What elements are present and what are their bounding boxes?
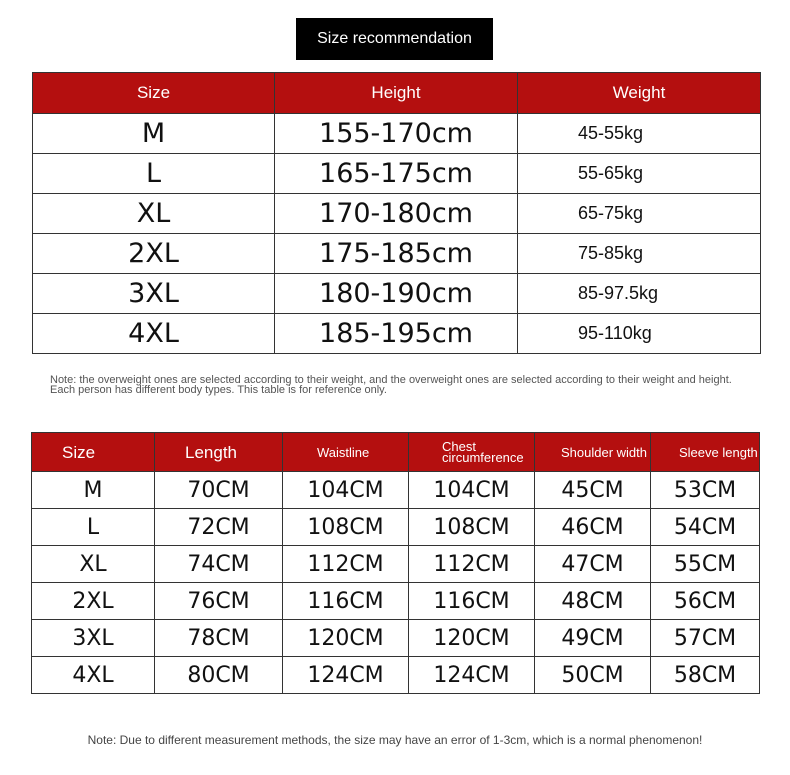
sleeve-cell: 53CM: [651, 472, 760, 509]
header-sleeve-length: Sleeve length: [651, 433, 760, 472]
weight-cell: 45-55kg: [518, 114, 761, 154]
size-cell: 4XL: [32, 657, 155, 694]
length-cell: 78CM: [155, 620, 283, 657]
size-cell: M: [32, 472, 155, 509]
table-row: [33, 234, 761, 274]
measurement-note: Note: Due to different measurement methods, the size may have an error of 1-3cm, which is a normal phenomenon!: [87, 733, 703, 747]
shoulder-cell: 46CM: [535, 509, 651, 546]
length-cell: 72CM: [155, 509, 283, 546]
waistline-cell: 104CM: [283, 472, 409, 509]
table-row: [32, 657, 760, 694]
table-row: [32, 546, 760, 583]
table-header-row: [33, 73, 761, 114]
table-header-row: [32, 433, 760, 472]
table-row: [33, 114, 761, 154]
size-cell: L: [33, 154, 275, 194]
size-cell: 3XL: [32, 620, 155, 657]
shoulder-cell: 49CM: [535, 620, 651, 657]
header-size: Size: [33, 73, 275, 114]
waistline-cell: 108CM: [283, 509, 409, 546]
weight-cell: 75-85kg: [518, 234, 761, 274]
sleeve-cell: 57CM: [651, 620, 760, 657]
size-cell: XL: [33, 194, 275, 234]
header-chest-circumference: Chest circumference: [409, 433, 535, 472]
sleeve-cell: 54CM: [651, 509, 760, 546]
table-row: [32, 472, 760, 509]
length-cell: 70CM: [155, 472, 283, 509]
size-cell: 2XL: [32, 583, 155, 620]
size-cell: 4XL: [33, 314, 275, 354]
size-cell: L: [32, 509, 155, 546]
waistline-cell: 112CM: [283, 546, 409, 583]
height-cell: 155-170cm: [275, 114, 518, 154]
table-row: [33, 274, 761, 314]
sleeve-cell: 56CM: [651, 583, 760, 620]
reference-note: Note: the overweight ones are selected according to their weight, and the overweight ones are selected according to their weight and height. Each person has different body types. This table is for reference only.: [50, 374, 732, 396]
waistline-cell: 116CM: [283, 583, 409, 620]
size-cell: XL: [32, 546, 155, 583]
header-weight: Weight: [518, 73, 761, 114]
shoulder-cell: 50CM: [535, 657, 651, 694]
length-cell: 74CM: [155, 546, 283, 583]
header-shoulder-width: Shoulder width: [535, 433, 651, 472]
page-title: Size recommendation: [296, 18, 493, 60]
weight-cell: 55-65kg: [518, 154, 761, 194]
shoulder-cell: 45CM: [535, 472, 651, 509]
waistline-cell: 120CM: [283, 620, 409, 657]
height-cell: 175-185cm: [275, 234, 518, 274]
chest-cell: 116CM: [409, 583, 535, 620]
weight-cell: 85-97.5kg: [518, 274, 761, 314]
size-cell: 2XL: [33, 234, 275, 274]
measurements-table: [31, 432, 760, 694]
table-row: [33, 154, 761, 194]
size-cell: M: [33, 114, 275, 154]
length-cell: 80CM: [155, 657, 283, 694]
chest-cell: 104CM: [409, 472, 535, 509]
table-row: [32, 583, 760, 620]
height-cell: 170-180cm: [275, 194, 518, 234]
height-cell: 180-190cm: [275, 274, 518, 314]
chest-cell: 112CM: [409, 546, 535, 583]
table-row: [32, 509, 760, 546]
header-height: Height: [275, 73, 518, 114]
sleeve-cell: 55CM: [651, 546, 760, 583]
chest-cell: 120CM: [409, 620, 535, 657]
weight-cell: 95-110kg: [518, 314, 761, 354]
shoulder-cell: 48CM: [535, 583, 651, 620]
weight-cell: 65-75kg: [518, 194, 761, 234]
table-row: [33, 194, 761, 234]
header-waistline: Waistline: [283, 433, 409, 472]
height-cell: 185-195cm: [275, 314, 518, 354]
size-cell: 3XL: [33, 274, 275, 314]
table-row: [32, 620, 760, 657]
chest-cell: 108CM: [409, 509, 535, 546]
shoulder-cell: 47CM: [535, 546, 651, 583]
length-cell: 76CM: [155, 583, 283, 620]
size-recommendation-table: [32, 72, 761, 354]
waistline-cell: 124CM: [283, 657, 409, 694]
header-length: Length: [155, 433, 283, 472]
table-row: [33, 314, 761, 354]
header-size: Size: [32, 433, 155, 472]
chest-cell: 124CM: [409, 657, 535, 694]
sleeve-cell: 58CM: [651, 657, 760, 694]
height-cell: 165-175cm: [275, 154, 518, 194]
